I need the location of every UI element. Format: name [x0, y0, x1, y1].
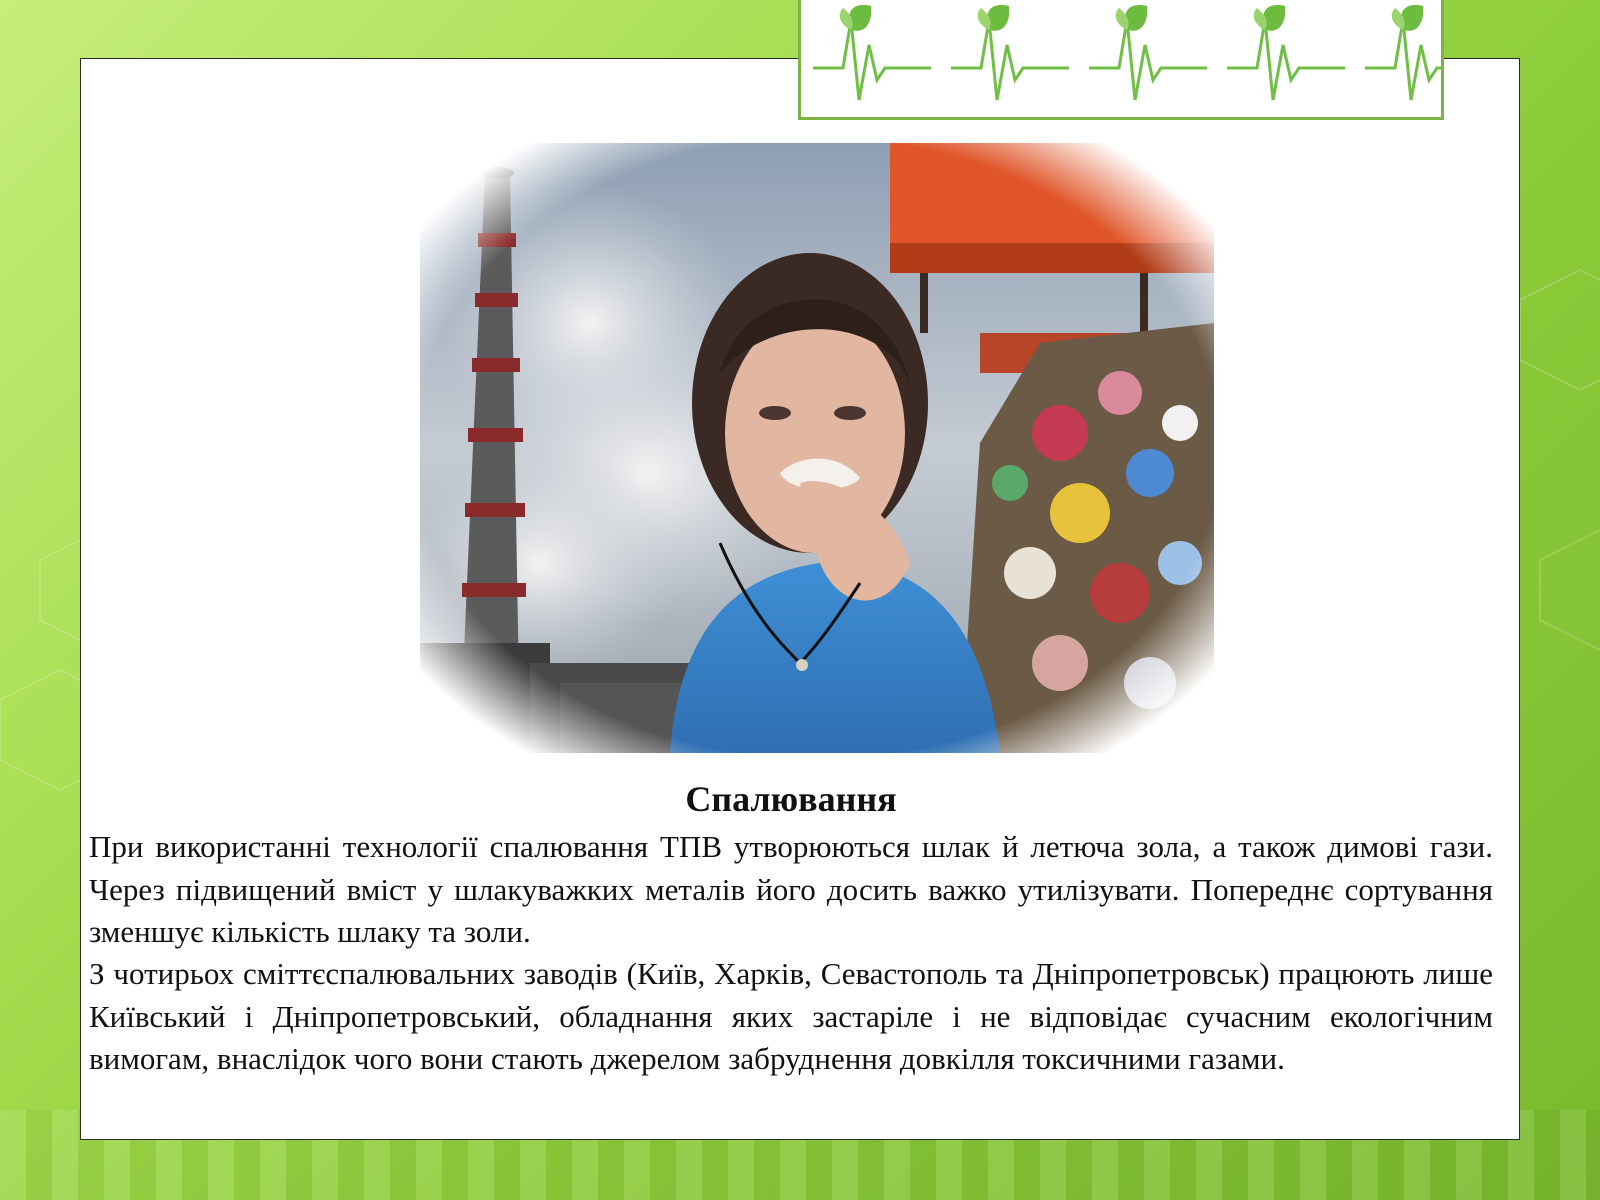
paragraph-incineration-plants: З чотирьох сміттєспалювальних заводів (Київ, Харків, Севастополь та Дніпропетровськ) працюють лише Київський і Дніпропетровський, обладнання яких застаріле і не відповідає сучасним екологічним вимогам, внаслідок чого вони стають джерелом забруднення довкілля токсичними газами. [89, 956, 1493, 1076]
section-heading: Спалювання [685, 779, 897, 819]
leaf-heartbeat-icon [1089, 5, 1207, 100]
leaf-heartbeat-icon [1227, 5, 1345, 100]
collage-illustration [420, 143, 1214, 753]
leaf-heartbeat-icon [813, 5, 931, 100]
leaf-heartbeat-icon [1365, 5, 1441, 100]
heartbeat-leaf-banner [798, 0, 1444, 120]
paragraph-incineration-byproducts: При використанні технології спалювання ТПВ утворюються шлак й летюча зола, а також димові гази. Через підвищений вміст у шлакуважких металів його досить важко утилізувати. Попереднє сортування зменшує кількість шлаку та золи. [89, 829, 1493, 949]
leaf-heartbeat-icon [951, 5, 1069, 100]
pollution-collage-image [420, 143, 1214, 753]
banner-graphic [801, 0, 1441, 116]
